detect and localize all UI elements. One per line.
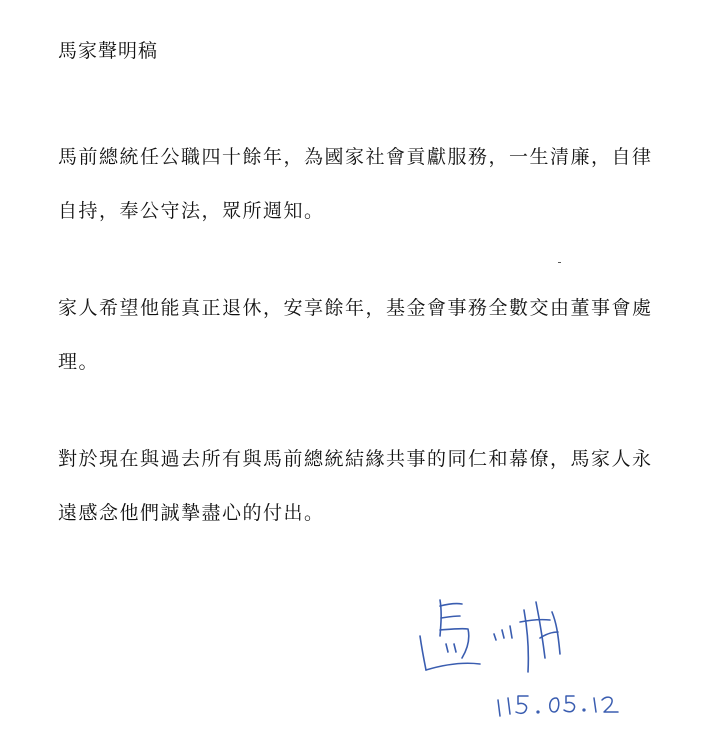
date-stroke xyxy=(564,696,575,712)
paragraph-2 xyxy=(58,281,653,389)
date-stroke xyxy=(508,698,510,714)
signature-stroke xyxy=(494,626,512,640)
paragraph-1 xyxy=(58,130,653,238)
date-stroke xyxy=(498,700,500,716)
signature-stroke xyxy=(441,616,460,618)
date-stroke xyxy=(594,698,596,712)
document-title: 馬家聲明稿 xyxy=(58,40,159,62)
date-stroke xyxy=(550,698,559,712)
signature-stroke xyxy=(524,610,528,672)
paragraph-line: 對於現在與過去所有與馬前總統結緣共事的同仁和幕僚，馬家人永 xyxy=(58,448,653,470)
paragraph-line: 馬前總統任公職四十餘年，為國家社會貢獻服務，一生清廉，自律 xyxy=(58,146,653,168)
signature-stroke xyxy=(440,629,469,658)
signature-stroke xyxy=(426,663,480,670)
paragraph-3 xyxy=(58,432,653,540)
paragraph-line: 理。 xyxy=(58,351,100,373)
date-stroke xyxy=(537,711,539,713)
paragraph-line: 家人希望他能真正退休，安享餘年，基金會事務全數交由董事會處 xyxy=(58,297,653,319)
signature-stroke xyxy=(446,644,456,652)
signature-stroke xyxy=(520,620,550,622)
handwritten-date xyxy=(494,690,624,724)
handwritten-signature xyxy=(410,592,580,682)
date-stroke xyxy=(583,709,585,711)
signature-stroke xyxy=(420,636,426,670)
paragraph-line: 遠感念他們誠摯盡心的付出。 xyxy=(58,502,325,524)
signature-stroke xyxy=(536,602,545,658)
signature-stroke xyxy=(540,632,558,638)
signature-stroke xyxy=(440,604,462,606)
paragraph-line: 自持，奉公守法，眾所週知。 xyxy=(58,200,325,222)
date-stroke xyxy=(602,697,618,712)
date-stroke xyxy=(516,696,528,713)
paper-speck xyxy=(558,262,561,263)
